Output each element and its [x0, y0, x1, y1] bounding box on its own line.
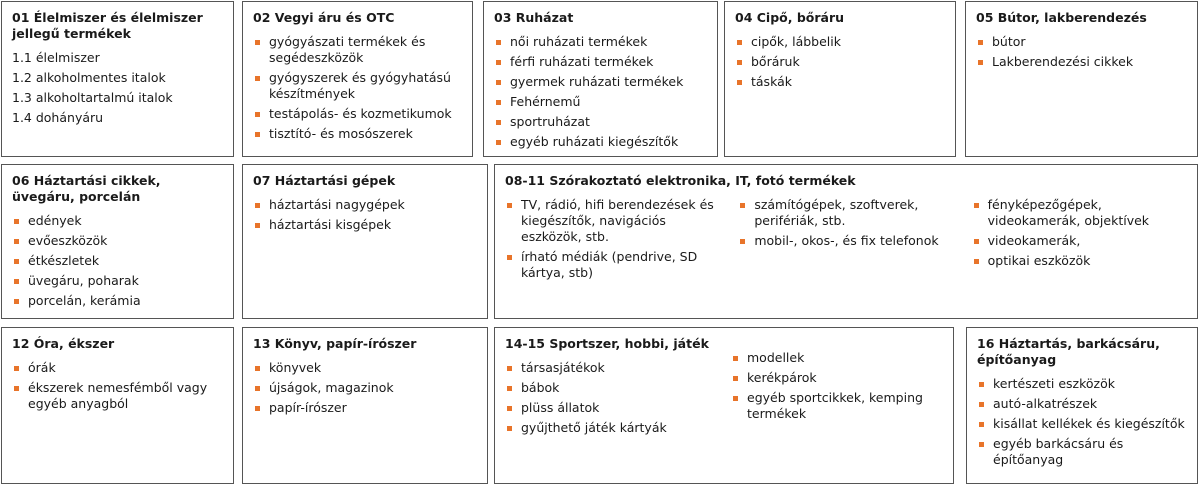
- bullet-icon: [737, 40, 742, 45]
- bullet-icon: [496, 120, 501, 125]
- list-item: videokamerák,: [972, 233, 1187, 249]
- list-item: bábok: [505, 380, 717, 396]
- bullet-icon: [496, 40, 501, 45]
- category-box-06: [1, 164, 234, 319]
- list-item: testápolás- és kozmetikumok: [253, 106, 462, 122]
- category-title: 02 Vegyi áru és OTC: [253, 10, 395, 25]
- list-item: autó-alkatrészek: [977, 396, 1187, 412]
- category-title: 07 Háztartási gépek: [253, 173, 396, 188]
- category-box-04: [724, 1, 956, 157]
- bullet-icon: [255, 40, 260, 45]
- list-item: írható médiák (pendrive, SD kártya, stb): [505, 249, 720, 281]
- category-box-12: [1, 327, 234, 484]
- list-item: számítógépek, szoftverek, perifériák, stb.: [738, 197, 953, 229]
- bullet-icon: [496, 80, 501, 85]
- bullet-icon: [733, 356, 738, 361]
- bullet-icon: [496, 140, 501, 145]
- bullet-icon: [14, 366, 19, 371]
- item-columns: [505, 350, 943, 440]
- category-box-05: [965, 1, 1198, 157]
- bullet-icon: [507, 406, 512, 411]
- list-item: egyéb barkácsáru és építőanyag: [977, 436, 1187, 468]
- bullet-icon: [974, 203, 979, 208]
- list-item: táskák: [735, 74, 945, 90]
- list-item: étkészletek: [12, 253, 223, 269]
- bullet-icon: [507, 426, 512, 431]
- bullet-icon: [733, 396, 738, 401]
- bullet-icon: [974, 239, 979, 244]
- list-item: mobil-, okos-, és fix telefonok: [738, 233, 953, 249]
- category-box-03: [483, 1, 718, 157]
- category-title: 08-11 Szórakoztató elektronika, IT, fotó termékek: [505, 173, 856, 188]
- bullet-icon: [737, 60, 742, 65]
- list-item: üvegáru, poharak: [12, 273, 223, 289]
- list-item: bőráruk: [735, 54, 945, 70]
- bullet-icon: [496, 100, 501, 105]
- list-item: ékszerek nemesfémből vagy egyéb anyagból: [12, 380, 223, 412]
- list-item: papír-írószer: [253, 400, 477, 416]
- bullet-icon: [737, 80, 742, 85]
- bullet-icon: [14, 219, 19, 224]
- bullet-icon: [14, 386, 19, 391]
- list-item: edények: [12, 213, 223, 229]
- list-item: sportruházat: [494, 114, 707, 130]
- bullet-icon: [14, 279, 19, 284]
- bullet-icon: [255, 223, 260, 228]
- category-title: 12 Óra, ékszer: [12, 336, 115, 351]
- list-item: újságok, magazinok: [253, 380, 477, 396]
- list-item: tisztító- és mosószerek: [253, 126, 462, 142]
- category-box-02: [242, 1, 473, 157]
- bullet-icon: [255, 366, 260, 371]
- list-item: órák: [12, 360, 223, 376]
- category-title: 06 Háztartási cikkek, üvegáru, porcelán: [12, 173, 161, 204]
- bullet-icon: [733, 376, 738, 381]
- list-item: porcelán, kerámia: [12, 293, 223, 309]
- list-item: kisállat kellékek és kiegészítők: [977, 416, 1187, 432]
- category-box-08-11: [494, 164, 1198, 319]
- list-item: női ruházati termékek: [494, 34, 707, 50]
- list-item: egyéb ruházati kiegészítők: [494, 134, 707, 150]
- bullet-icon: [507, 386, 512, 391]
- list-item: kerékpárok: [731, 370, 943, 386]
- list-item: Lakberendezési cikkek: [976, 54, 1187, 70]
- list-item: gyermek ruházati termékek: [494, 74, 707, 90]
- list-item: plüss állatok: [505, 400, 717, 416]
- category-box-13: [242, 327, 488, 484]
- bullet-icon: [974, 259, 979, 264]
- list-item: optikai eszközök: [972, 253, 1187, 269]
- bullet-icon: [507, 366, 512, 371]
- bullet-icon: [978, 40, 983, 45]
- bullet-icon: [255, 132, 260, 137]
- bullet-icon: [978, 60, 983, 65]
- category-box-07: [242, 164, 488, 319]
- list-item: 1.1 élelmiszer: [12, 50, 100, 65]
- category-title: 03 Ruházat: [494, 10, 574, 25]
- list-item: 1.2 alkoholmentes italok: [12, 70, 166, 85]
- list-item: Fehérnemű: [494, 94, 707, 110]
- list-item: 1.4 dohányáru: [12, 110, 104, 125]
- category-box-01: [1, 1, 234, 157]
- category-title: 13 Könyv, papír-írószer: [253, 336, 417, 351]
- category-title: 05 Bútor, lakberendezés: [976, 10, 1147, 25]
- list-item: fényképezőgépek, videokamerák, objektívek: [972, 197, 1187, 229]
- list-item: gyógyszerek és gyógyhatású készítmények: [253, 70, 462, 102]
- bullet-icon: [740, 203, 745, 208]
- bullet-icon: [255, 406, 260, 411]
- bullet-icon: [979, 422, 984, 427]
- bullet-icon: [255, 203, 260, 208]
- category-title: 01 Élelmiszer és élelmiszer jellegű termékek: [12, 10, 203, 41]
- list-item: modellek: [731, 350, 943, 366]
- list-item: társasjátékok: [505, 360, 717, 376]
- bullet-icon: [507, 255, 512, 260]
- category-title: 04 Cipő, bőráru: [735, 10, 845, 25]
- list-item: TV, rádió, hifi berendezések és kiegészítők, navigációs eszközök, stb.: [505, 197, 720, 245]
- list-item: egyéb sportcikkek, kemping termékek: [731, 390, 943, 422]
- list-item: háztartási kisgépek: [253, 217, 477, 233]
- list-item: gyógyászati termékek és segédeszközök: [253, 34, 462, 66]
- category-box-16: [966, 327, 1198, 484]
- category-box-14-15: [494, 327, 954, 484]
- list-item: bútor: [976, 34, 1187, 50]
- bullet-icon: [255, 76, 260, 81]
- bullet-icon: [979, 402, 984, 407]
- bullet-icon: [255, 386, 260, 391]
- bullet-icon: [14, 299, 19, 304]
- bullet-icon: [979, 382, 984, 387]
- list-item: férfi ruházati termékek: [494, 54, 707, 70]
- category-title: 14-15 Sportszer, hobbi, játék: [505, 336, 709, 351]
- bullet-icon: [496, 60, 501, 65]
- list-item: cipők, lábbelik: [735, 34, 945, 50]
- list-item: háztartási nagygépek: [253, 197, 477, 213]
- bullet-icon: [14, 239, 19, 244]
- list-item: könyvek: [253, 360, 477, 376]
- bullet-icon: [255, 112, 260, 117]
- list-item: 1.3 alkoholtartalmú italok: [12, 90, 173, 105]
- list-item: gyűjthető játék kártyák: [505, 420, 717, 436]
- bullet-icon: [14, 259, 19, 264]
- category-title: 16 Háztartás, barkácsáru, építőanyag: [977, 336, 1160, 367]
- bullet-icon: [979, 442, 984, 447]
- item-columns: [505, 197, 1187, 285]
- bullet-icon: [507, 203, 512, 208]
- list-item: evőeszközök: [12, 233, 223, 249]
- list-item: kertészeti eszközök: [977, 376, 1187, 392]
- bullet-icon: [740, 239, 745, 244]
